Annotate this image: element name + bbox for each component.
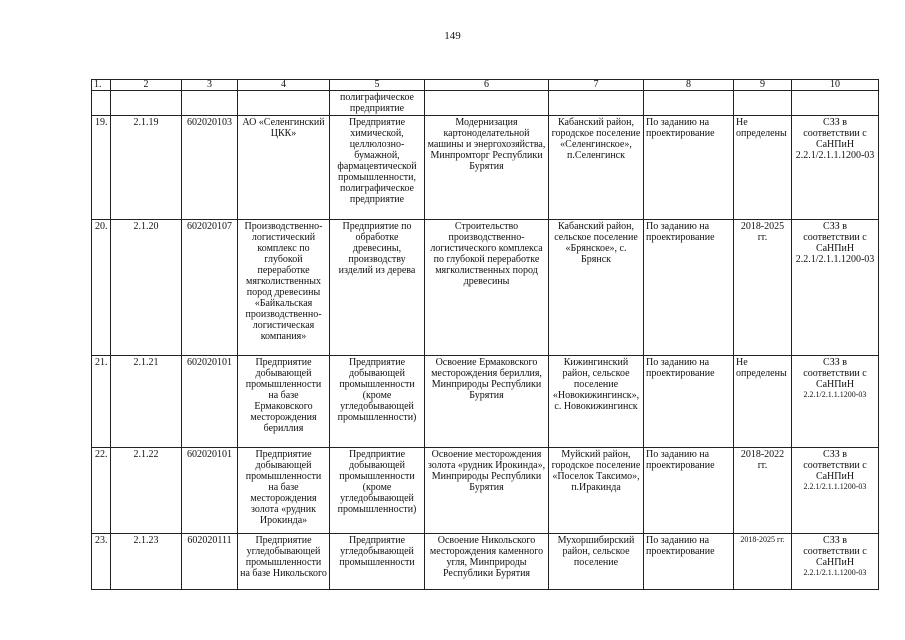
row-purpose: Освоение Никольского месторождения каменного угля, Минприроды Республики Бурятия xyxy=(425,534,549,590)
row-code: 2.1.19 xyxy=(111,116,182,220)
row-id: 602020101 xyxy=(182,448,238,534)
row-purpose: Строительство производственно-логистического комплекса по глубокой переработке мягколиственных пород древесины xyxy=(425,220,549,356)
row-number: 22. xyxy=(92,448,111,534)
row-type: Предприятие добывающей промышленности (кроме угледобывающей промышленности) xyxy=(330,448,425,534)
row-type: Предприятие химической, целлюлозно-бумажной, фармацевтической промышленности, полиграфическое предприятие xyxy=(330,116,425,220)
header-cell: 8 xyxy=(644,80,734,91)
row-term: 2018-2025 гг. xyxy=(734,534,792,590)
row-number: 20. xyxy=(92,220,111,356)
row-purpose: Модернизация картоноделательной машины и энергохозяйства, Минпромторг Республики Бурятия xyxy=(425,116,549,220)
row-term: 2018-2025 гг. xyxy=(734,220,792,356)
continuation-cell: полиграфическое предприятие xyxy=(330,91,425,116)
continuation-row xyxy=(92,91,879,116)
row-purpose: Освоение месторождения золота «рудник Ирокинда», Минприроды Республики Бурятия xyxy=(425,448,549,534)
row-location: Кижингинский район, сельское поселение «Новокижингинск», с. Новокижингинск xyxy=(549,356,644,448)
row-params: По заданию на проектирование xyxy=(644,356,734,448)
row-type: Предприятие угледобывающей промышленности xyxy=(330,534,425,590)
header-cell: 9 xyxy=(734,80,792,91)
row-name: Предприятие угледобывающей промышленности на базе Никольского xyxy=(238,534,330,590)
row-location: Кабанский район, сельское поселение «Брянское», с. Брянск xyxy=(549,220,644,356)
header-cell: 2 xyxy=(111,80,182,91)
row-id: 602020101 xyxy=(182,356,238,448)
header-cell: 1. xyxy=(92,80,111,91)
row-code: 2.1.23 xyxy=(111,534,182,590)
row-name: Производственно-логистический комплекс по глубокой переработке мягколиственных пород древесины «Байкальская производственно-логистическая компания» xyxy=(238,220,330,356)
row-name: АО «Селенгинский ЦКК» xyxy=(238,116,330,220)
table-row xyxy=(92,220,879,356)
header-row xyxy=(92,80,879,91)
row-location: Мухоршибирский район, сельское поселение xyxy=(549,534,644,590)
row-code: 2.1.20 xyxy=(111,220,182,356)
row-location: Муйский район, городское поселение «Поселок Таксимо», п.Иракинда xyxy=(549,448,644,534)
row-zone-code: 2.2.1/2.1.1.1200-03 xyxy=(803,568,867,577)
header-cell: 6 xyxy=(425,80,549,91)
row-name: Предприятие добывающей промышленности на базе месторождения золота «рудник Ирокинда» xyxy=(238,448,330,534)
page-number: 149 xyxy=(444,30,461,42)
row-params: По заданию на проектирование xyxy=(644,220,734,356)
row-zone-text: СЗЗ в соответствии с СаНПиН xyxy=(803,535,867,568)
row-zone-text: СЗЗ в соответствии с СаНПиН xyxy=(803,449,867,482)
row-params: По заданию на проектирование xyxy=(644,534,734,590)
row-params: По заданию на проектирование xyxy=(644,448,734,534)
row-purpose: Освоение Ермаковского месторождения бериллия, Минприроды Республики Бурятия xyxy=(425,356,549,448)
row-zone-code: 2.2.1/2.1.1.1200-03 xyxy=(803,390,867,399)
row-type: Предприятие добывающей промышленности (кроме угледобывающей промышленности) xyxy=(330,356,425,448)
row-number: 19. xyxy=(92,116,111,220)
row-number: 23. xyxy=(92,534,111,590)
row-term: 2018-2022 гг. xyxy=(734,448,792,534)
row-zone-code: 2.2.1/2.1.1.1200-03 xyxy=(803,482,867,491)
row-zone xyxy=(792,534,879,590)
row-term: Не определены xyxy=(734,356,792,448)
row-code: 2.1.22 xyxy=(111,448,182,534)
header-cell: 3 xyxy=(182,80,238,91)
table-row xyxy=(92,448,879,534)
row-number: 21. xyxy=(92,356,111,448)
row-term: Не определены xyxy=(734,116,792,220)
row-zone xyxy=(792,356,879,448)
row-id: 602020111 xyxy=(182,534,238,590)
header-cell: 4 xyxy=(238,80,330,91)
row-zone-text: СЗЗ в соответствии с СаНПиН xyxy=(803,357,867,390)
header-cell: 10 xyxy=(792,80,879,91)
row-id: 602020103 xyxy=(182,116,238,220)
row-zone xyxy=(792,448,879,534)
row-type: Предприятие по обработке древесины, производству изделий из дерева xyxy=(330,220,425,356)
row-params: По заданию на проектирование xyxy=(644,116,734,220)
row-id: 602020107 xyxy=(182,220,238,356)
row-location: Кабанский район, городское поселение «Селенгинское», п.Селенгинск xyxy=(549,116,644,220)
header-cell: 5 xyxy=(330,80,425,91)
table-row xyxy=(92,534,879,590)
table-row xyxy=(92,116,879,220)
row-code: 2.1.21 xyxy=(111,356,182,448)
row-zone: СЗЗ в соответствии с СаНПиН 2.2.1/2.1.1.1200-03 xyxy=(792,116,879,220)
header-cell: 7 xyxy=(549,80,644,91)
registry-table xyxy=(91,79,879,590)
row-zone: СЗЗ в соответствии с СаНПиН 2.2.1/2.1.1.1200-03 xyxy=(792,220,879,356)
table-row xyxy=(92,356,879,448)
row-name: Предприятие добывающей промышленности на базе Ермаковского месторождения бериллия xyxy=(238,356,330,448)
